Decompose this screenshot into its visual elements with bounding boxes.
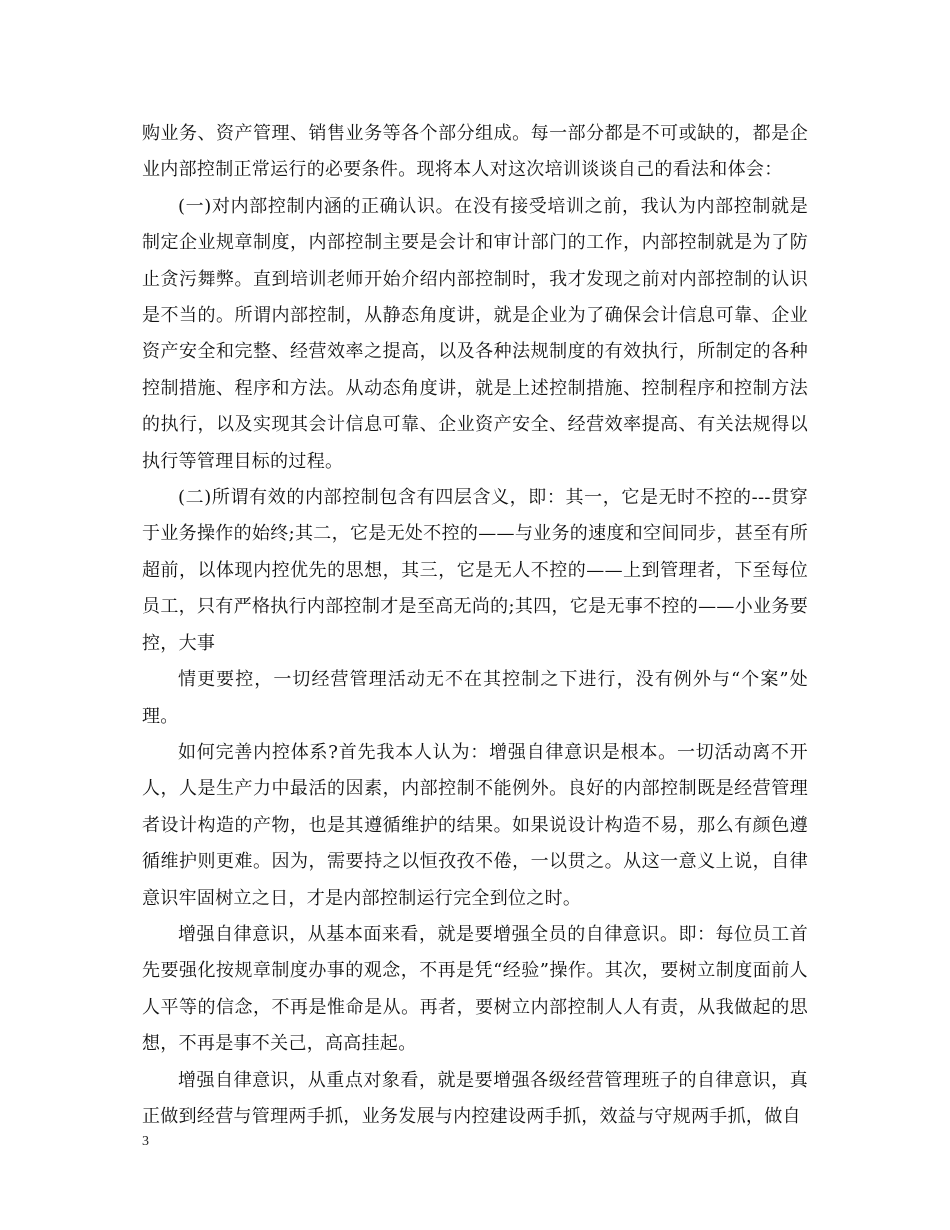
document-body [142, 116, 808, 1135]
paragraph-4: 情更要控，一切经营管理活动无不在其控制之下进行，没有例外与“个案”处理。 [142, 669, 808, 727]
paragraph-1: 购业务、资产管理、销售业务等各个部分组成。每一部分都是不可或缺的，都是企业内部控制正常运行的必要条件。现将本人对这次培训谈谈自己的看法和体会： [142, 123, 808, 181]
page-number: 3 [142, 1134, 149, 1149]
paragraph-6: 增强自律意识，从基本面来看，就是要增强全员的自律意识。即：每位员工首先要强化按规章制度办事的观念，不再是凭“经验”操作。其次，要树立制度面前人人平等的信念，不再是惟命是从。再者，要树立内部控制人人有责，从我做起的思想，不再是事不关己，高高挂起。 [142, 923, 808, 1055]
paragraph-5: 如何完善内控体系?首先我本人认为：增强自律意识是根本。一切活动离不开人，人是生产力中最活的因素，内部控制不能例外。良好的内部控制既是经营管理者设计构造的产物，也是其遵循维护的结果。如果说设计构造不易，那么有颜色遵循维护则更难。因为，需要持之以恒孜孜不倦，一以贯之。从这一意义上说，自律意识牢固树立之日，才是内部控制运行完全到位之时。 [142, 741, 808, 909]
paragraph-2: (一)对内部控制内涵的正确认识。在没有接受培训之前，我认为内部控制就是制定企业规章制度，内部控制主要是会计和审计部门的工作，内部控制就是为了防止贪污舞弊。直到培训老师开始介绍内部控制时，我才发现之前对内部控制的认识是不当的。所谓内部控制，从静态角度讲，就是企业为了确保会计信息可靠、企业资产安全和完整、经营效率之提高，以及各种法规制度的有效执行，所制定的各种控制措施、程序和方法。从动态角度讲，就是上述控制措施、控制程序和控制方法的执行，以及实现其会计信息可靠、企业资产安全、经营效率提高、有关法规得以执行等管理目标的过程。 [142, 195, 808, 472]
paragraph-3: (二)所谓有效的内部控制包含有四层含义，即：其一，它是无时不控的---贯穿于业务操作的始终;其二，它是无处不控的——与业务的速度和空间同步，甚至有所超前，以体现内控优先的思想，其三，它是无人不控的——上到管理者，下至每位员工，只有严格执行内部控制才是至高无尚的;其四，它是无事不控的——小业务要控，大事 [142, 487, 808, 654]
paragraph-7: 增强自律意识，从重点对象看，就是要增强各级经营管理班子的自律意识，真正做到经营与管理两手抓，业务发展与内控建设两手抓，效益与守规两手抓，做自 [142, 1069, 808, 1127]
